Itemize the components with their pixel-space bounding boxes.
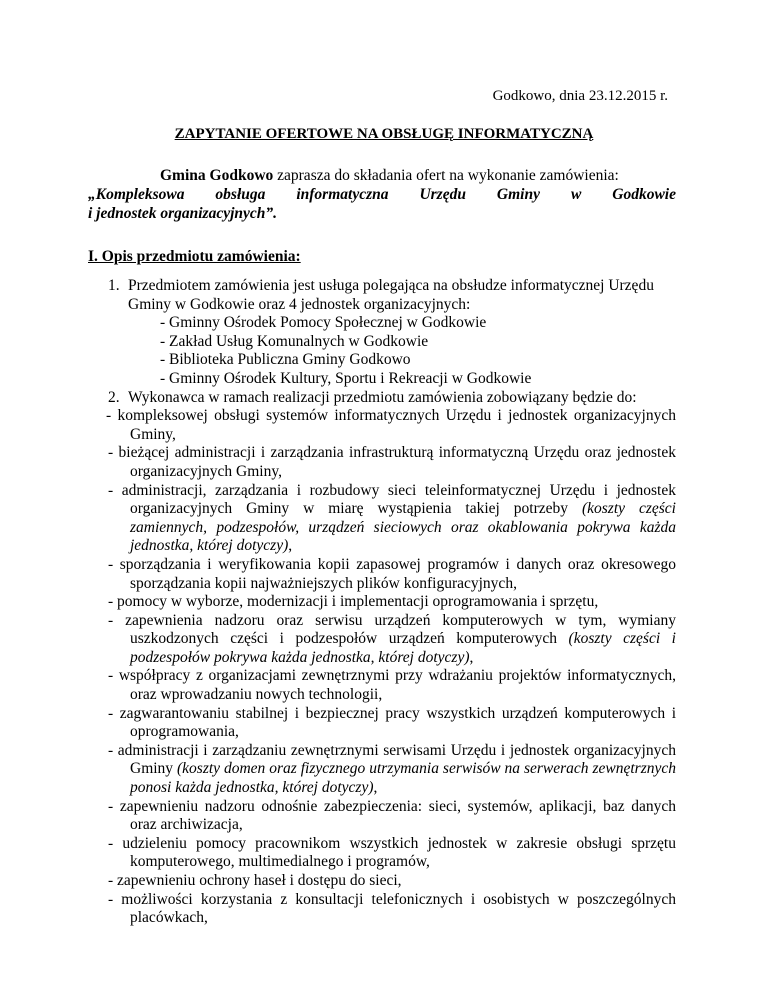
document-title: ZAPYTANIE OFERTOWE NA OBSŁUGĘ INFORMATYCZNĄ: [174, 126, 594, 142]
unit-item: - Biblioteka Publiczna Gminy Godkowo: [160, 351, 411, 369]
intro-paragraph: [88, 166, 676, 223]
item-1-line-1: Przedmiotem zamówienia jest usługa polegająca na obsłudze informatycznej Urzędu: [128, 277, 654, 294]
duty-text: - administracji i zarządzaniu zewnętrznymi serwisami Urzędu i jednostek organizacyjnych Gminy: [108, 741, 676, 778]
duty-item: [88, 612, 676, 668]
list-item-number: 2.: [108, 388, 120, 406]
list-item-1: [88, 277, 676, 314]
duty-item: [88, 742, 676, 798]
duty-item: - sporządzania i weryfikowania kopii zapasowej programów i danych oraz okresowego sporządzania kopii najważniejszych plików konfiguracyjnych,: [108, 555, 676, 592]
section-heading: I. Opis przedmiotu zamówienia:: [88, 248, 301, 265]
duty-item: [88, 482, 676, 556]
duty-text: - zapewnienia nadzoru oraz serwisu urządzeń komputerowych w tym, wymiany uszkodzonych części i podzespołów urządzeń komputerowych: [108, 611, 676, 648]
document-date: Godkowo, dnia 23.12.2015 r.: [492, 88, 668, 104]
duty-item: - zapewnieniu nadzoru odnośnie zabezpieczenia: sieci, systemów, aplikacji, baz danych oraz archiwizacja,: [108, 797, 676, 834]
item-2-text: Wykonawca w ramach realizacji przedmiotu zamówienia zobowiązany będzie do:: [128, 388, 637, 406]
duty-text: - administracji, zarządzania i rozbudowy sieci teleinformatycznej Urzędu i jednostek organizacyjnych Gminy w miarę wystąpienia takiej potrzeby: [108, 481, 676, 518]
duty-item: - pomocy w wyborze, modernizacji i implementacji oprogramowania i sprzętu,: [108, 593, 599, 611]
unit-item: - Gminny Ośrodek Kultury, Sportu i Rekreacji w Godkowie: [160, 369, 532, 387]
duty-note: (koszty części zamiennych, podzespołów, urządzeń sieciowych oraz okablowania pokrywa każda jednostka, której dotyczy): [130, 500, 676, 555]
unit-item: - Zakład Usług Komunalnych w Godkowie: [160, 332, 429, 350]
intro-line-1: [88, 166, 676, 185]
unit-list: [88, 314, 676, 388]
duty-item: - zagwarantowaniu stabilnej i bezpiecznej pracy wszystkich urządzeń komputerowych i oprogramowania,: [108, 704, 676, 741]
duty-item: - udzieleniu pomocy pracownikom wszystkich jednostek w zakresie obsługi sprzętu komputerowego, multimedialnego i programów,: [108, 834, 676, 871]
duty-item: - kompleksowej obsługi systemów informatycznych Urzędu i jednostek organizacyjnych Gminy,: [106, 407, 676, 443]
list-item-2: [88, 389, 676, 408]
duty-punct: ,: [469, 648, 474, 666]
duty-note: (koszty części i podzespołów pokrywa każda jednostka, której dotyczy): [130, 630, 676, 666]
duty-item: - zapewnieniu ochrony haseł i dostępu do sieci,: [108, 872, 402, 889]
duty-item: - współpracy z organizacjami zewnętrznymi przy wdrażaniu projektów informatycznych, oraz wprowadzaniu nowych technologii,: [108, 667, 676, 704]
duty-item: - możliwości korzystania z konsultacji telefonicznych i osobistych w poszczególnych placówkach,: [108, 890, 676, 927]
duty-note: (koszty domen oraz fizycznego utrzymania serwisów na serwerach zewnętrznych ponosi każda jednostka, której dotyczy): [130, 760, 676, 797]
duty-punct: ,: [373, 779, 378, 797]
intro-bold-name: Gmina Godkowo: [160, 167, 274, 184]
unit-item: - Gminny Ośrodek Pomocy Społecznej w Godkowie: [160, 314, 487, 332]
requirements-list: [88, 277, 676, 928]
list-item-number: 1.: [108, 277, 120, 294]
duty-item: - bieżącej administracji i zarządzania infrastrukturą informatyczną Urzędu oraz jednostek organizacyjnych Gminy,: [108, 444, 676, 480]
intro-line-3: i jednostek organizacyjnych”.: [88, 205, 278, 222]
duty-punct: ,: [288, 537, 293, 555]
intro-line-2: „Kompleksowa obsługa informatyczna Urzędu Gminy w Godkowie: [88, 186, 676, 203]
intro-line-1-rest: zaprasza do składania ofert na wykonanie zamówienia:: [273, 167, 619, 184]
item-1-line-2: Gminy w Godkowie oraz 4 jednostek organizacyjnych:: [128, 295, 471, 313]
